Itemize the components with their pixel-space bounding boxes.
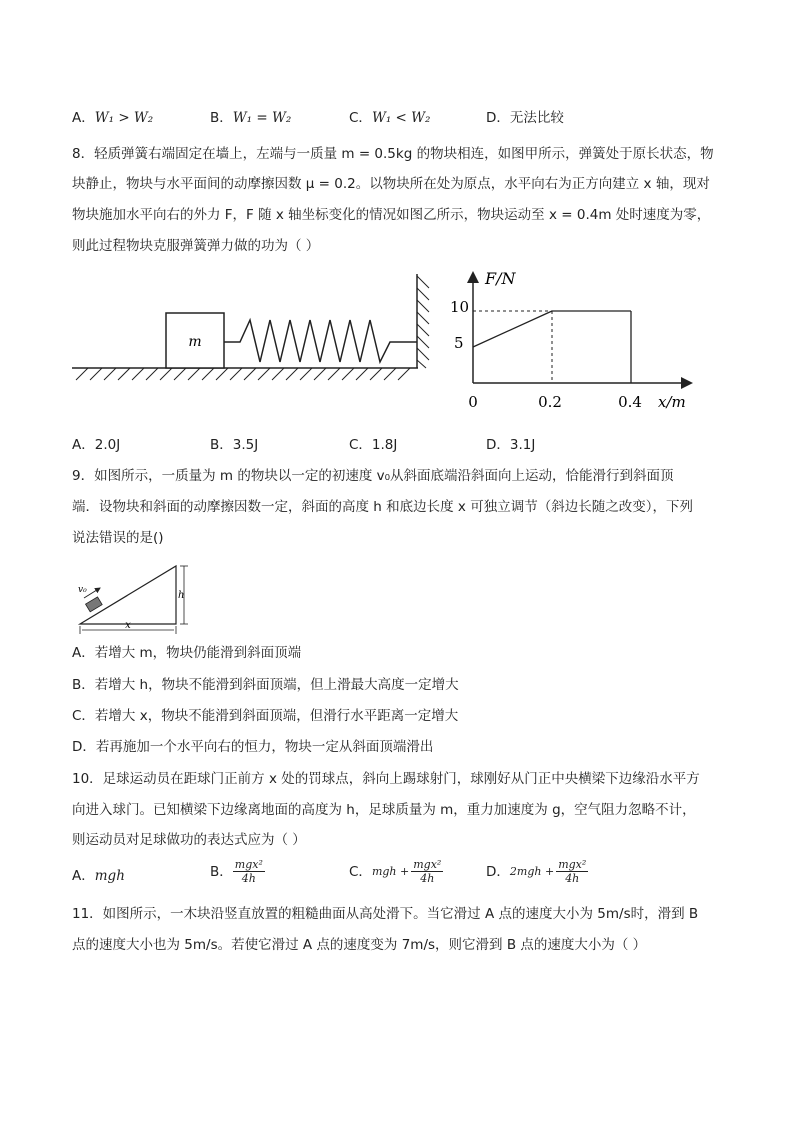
q10-line-1: 10．足球运动员在距球门正前方 x 处的罚球点，斜向上踢球射门，球刚好从门正中央横梁下边缘沿水平方 (72, 771, 700, 787)
q8-line-3: 物块施加水平向右的外力 F，F 随 x 轴坐标变化的情况如图乙所示，物块运动至 x = 0.4m 处时速度为零， (72, 207, 711, 223)
fraction-denominator: 4h (420, 872, 435, 885)
q10-option-b (210, 858, 265, 885)
q8-option-a: A．2.0J (72, 437, 121, 453)
fraction (411, 858, 443, 885)
q8-line-4: 则此过程物块克服弹簧弹力做的功为（ ） (72, 238, 320, 254)
q9-option-a: A．若增大 m，物块仍能滑到斜面顶端 (72, 645, 302, 661)
q11-line-1: 11．如图所示，一木块沿竖直放置的粗糙曲面从高处滑下。当它滑过 A 点的速度大小为 5m/s时，滑到 B (72, 906, 699, 922)
incline-figure (74, 560, 194, 636)
slope-block (86, 597, 103, 612)
option-expr: W₁ < W₂ (371, 110, 431, 126)
option-expr: mgh (94, 868, 125, 884)
graph-segment (473, 311, 552, 347)
incline-triangle (80, 566, 176, 624)
option-label: B． (210, 863, 233, 880)
q9-option-b: B．若增大 h，物块不能滑到斜面顶端，但上滑最大高度一定增大 (72, 677, 459, 693)
fraction-numerator: mgx² (413, 858, 442, 871)
q8-line-2: 块静止，物块与水平面间的动摩擦因数 μ = 0.2。以物块所在处为原点，水平向右为正方向建立 x 轴，现对 (72, 176, 710, 192)
block-label: m (188, 334, 202, 350)
wall-hatching (417, 276, 429, 368)
force-graph (440, 262, 700, 422)
q9-option-c: C．若增大 x，物块不能滑到斜面顶端，但滑行水平距离一定增大 (72, 708, 459, 724)
fraction-numerator: mgx² (558, 858, 587, 871)
fraction-numerator: mgx² (234, 858, 263, 871)
q8-option-b: B．3.5J (210, 437, 259, 453)
ground-hatching (76, 368, 410, 380)
q10-option-c (349, 858, 443, 885)
q9-line-1: 9．如图所示，一质量为 m 的物块以一定的初速度 v₀从斜面底端沿斜面向上运动，恰能滑行到斜面顶 (72, 468, 674, 484)
fraction-denominator: 4h (565, 872, 580, 885)
option-label: B． (210, 110, 233, 126)
q11-line-2: 点的速度大小也为 5m/s。若使它滑过 A 点的速度变为 7m/s，则它滑到 B 点的速度大小为（ ） (72, 937, 647, 953)
y-tick-5: 5 (454, 334, 464, 352)
q10-line-2: 向进入球门。已知横梁下边缘离地面的高度为 h，足球质量为 m，重力加速度为 g，空气阻力忽略不计， (72, 802, 696, 818)
q8-line-1: 8．轻质弹簧右端固定在墙上，左端与一质量 m = 0.5kg 的物块相连，如图甲所示，弹簧处于原长状态，物 (72, 146, 714, 162)
q9-line-2: 端．设物块和斜面的动摩擦因数一定，斜面的高度 h 和底边长度 x 可独立调节（斜边长随之改变），下列 (72, 499, 693, 515)
v0-label: v₀ (78, 585, 87, 595)
x-axis-label: x/m (658, 393, 686, 411)
option-expr: mgh + (371, 864, 410, 878)
option-label: A． (72, 110, 95, 126)
q10-line-3: 则运动员对足球做功的表达式应为（ ） (72, 832, 306, 848)
option-label: D． (486, 863, 510, 880)
option-expr: W₁ = W₂ (232, 110, 292, 126)
y-tick-10: 10 (450, 298, 470, 316)
q8-option-c: C．1.8J (349, 437, 398, 453)
q7-option-d (486, 108, 564, 128)
h-label: h (178, 590, 185, 601)
option-label: A． (72, 868, 95, 884)
x-tick-0.4: 0.4 (618, 393, 642, 411)
x-label: x (125, 620, 131, 631)
option-expr: W₁ > W₂ (94, 110, 154, 126)
spring-block-figure (68, 270, 438, 385)
y-axis-label: F/N (485, 269, 516, 288)
option-label: D． (486, 110, 510, 126)
option-text: 无法比较 (509, 110, 564, 126)
option-label: C． (349, 863, 372, 880)
q10-option-d (486, 858, 588, 885)
graph-marks (473, 311, 631, 383)
q9-option-d: D．若再施加一个水平向右的恒力，物块一定从斜面顶端滑出 (72, 739, 434, 755)
fraction (556, 858, 588, 885)
spring (224, 320, 417, 362)
q7-option-b (210, 108, 291, 128)
fraction-denominator: 4h (241, 872, 256, 885)
fraction (233, 858, 265, 885)
origin-label: 0 (468, 393, 478, 411)
option-label: C． (349, 110, 372, 126)
q7-option-c (349, 108, 430, 128)
q10-option-a (72, 866, 125, 886)
q7-option-a (72, 108, 153, 128)
q8-option-d: D．3.1J (486, 437, 536, 453)
x-tick-0.2: 0.2 (538, 393, 562, 411)
option-expr: 2mgh + (509, 864, 555, 878)
q9-line-3: 说法错误的是() (72, 530, 164, 546)
